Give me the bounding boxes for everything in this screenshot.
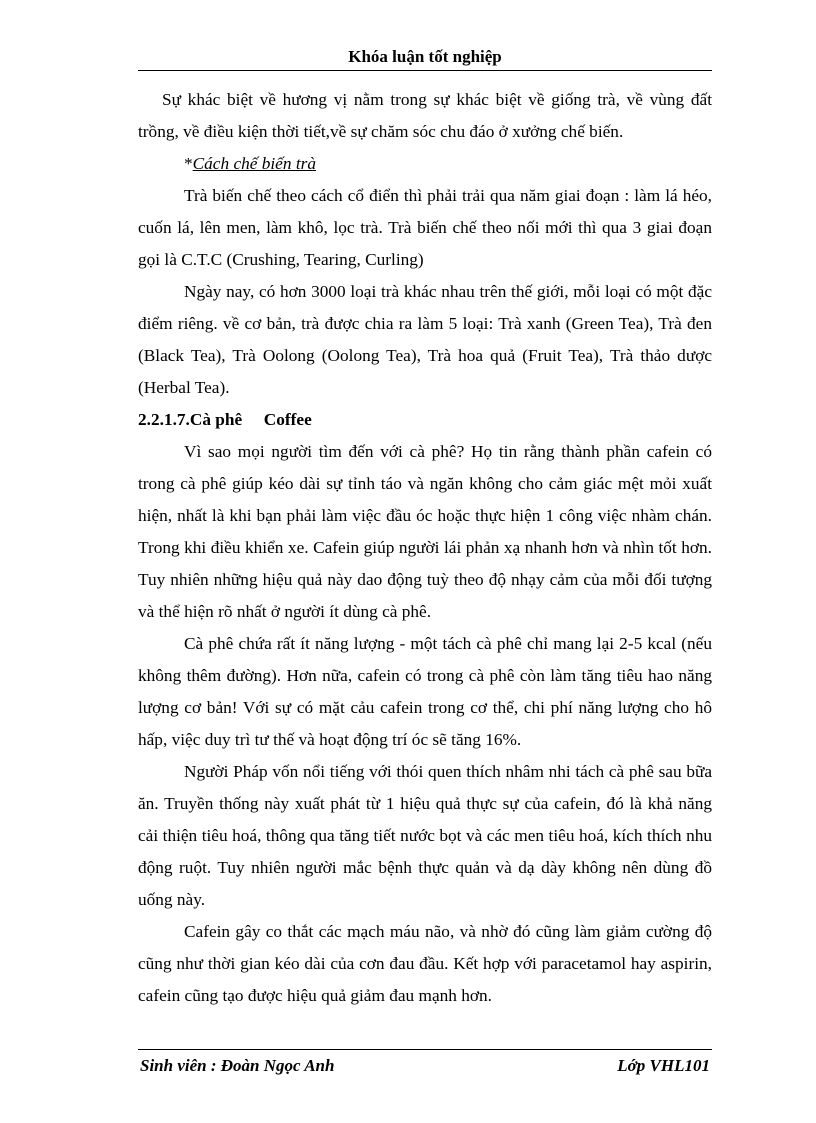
- paragraph-tea-types: Ngày nay, có hơn 3000 loại trà khác nhau trên thế giới, mỗi loại có một đặc điểm riêng. về cơ bản, trà được chia ra làm 5 loại: Trà xanh (Green Tea), Trà đen (Black Tea), Trà Oolong (Oolong Tea), Trà hoa quả (Fruit Tea), Trà thảo dược (Herbal Tea).: [138, 282, 712, 397]
- footer-divider: [138, 1049, 712, 1050]
- paragraph-tea-process: Trà biến chế theo cách cổ điển thì phải trải qua năm giai đoạn : làm lá héo, cuốn lá, lên men, làm khô, lọc trà. Trà biến chế theo nối mới thì qua 3 giai đoạn gọi là C.T.C (Crushing, Tearing, Curling): [138, 186, 712, 269]
- page-header-title: Khóa luận tốt nghiệp: [348, 47, 502, 66]
- paragraph-coffee-headache: Cafein gây co thắt các mạch máu não, và nhờ đó cũng làm giảm cường độ cũng như thời gian kéo dài của cơn đau đầu. Kết hợp với paracetamol hay aspirin, cafein cũng tạo được hiệu quả giảm đau mạnh hơn.: [138, 922, 712, 1005]
- footer-class-code: Lớp VHL101: [617, 1056, 710, 1075]
- paragraph-coffee-energy: Cà phê chứa rất ít năng lượng - một tách cà phê chỉ mang lại 2-5 kcal (nếu không thêm đường). Hơn nữa, cafein có trong cà phê còn làm tăng tiêu hao năng lượng cơ bản! Với sự có mặt cảu cafein trong cơ thể, chi phí năng lượng cho hô hấp, việc duy trì tư thế và hoạt động trí óc sẽ tăng 16%.: [138, 634, 712, 749]
- paragraph-intro: Sự khác biệt về hương vị nằm trong sự khác biệt về giống trà, về vùng đất trồng, về điều kiện thời tiết,về sự chăm sóc chu đáo ở xưởng chế biến.: [138, 90, 712, 141]
- subheading-tea-processing: [138, 148, 712, 180]
- section-heading-coffee: 2.2.1.7.Cà phê Coffee: [138, 410, 312, 429]
- paragraph-coffee-digestion: Người Pháp vốn nổi tiếng với thói quen thích nhâm nhi tách cà phê sau bữa ăn. Truyền thống này xuất phát từ 1 hiệu quả thực sự của cafein, đó là khả năng cải thiện tiêu hoá, thông qua tăng tiết nước bọt và các men tiêu hoá, kích thích nhu động ruột. Tuy nhiên người mắc bệnh thực quản và dạ dày không nên dùng đồ uống này.: [138, 762, 712, 909]
- subheading-star: *: [184, 154, 193, 173]
- header-divider: [138, 70, 712, 71]
- document-body: [138, 84, 712, 1012]
- subheading-label: Cách chế biến trà: [192, 154, 316, 173]
- paragraph-coffee-alertness: Vì sao mọi người tìm đến với cà phê? Họ tin rằng thành phần cafein có trong cà phê giúp kéo dài sự tỉnh táo và ngăn không cho cảm giác mệt mỏi xuất hiện, nhất là khi bạn phải làm việc đầu óc hoặc thực hiện 1 công việc nhàm chán. Trong khi điều khiển xe. Cafein giúp người lái phản xạ nhanh hơn và nhìn tốt hơn. Tuy nhiên những hiệu quả này dao động tuỳ theo độ nhạy cảm của mỗi đối tượng và thể hiện rõ nhất ở người ít dùng cà phê.: [138, 442, 712, 621]
- footer-student-name: Sinh viên : Đoàn Ngọc Anh: [140, 1056, 335, 1075]
